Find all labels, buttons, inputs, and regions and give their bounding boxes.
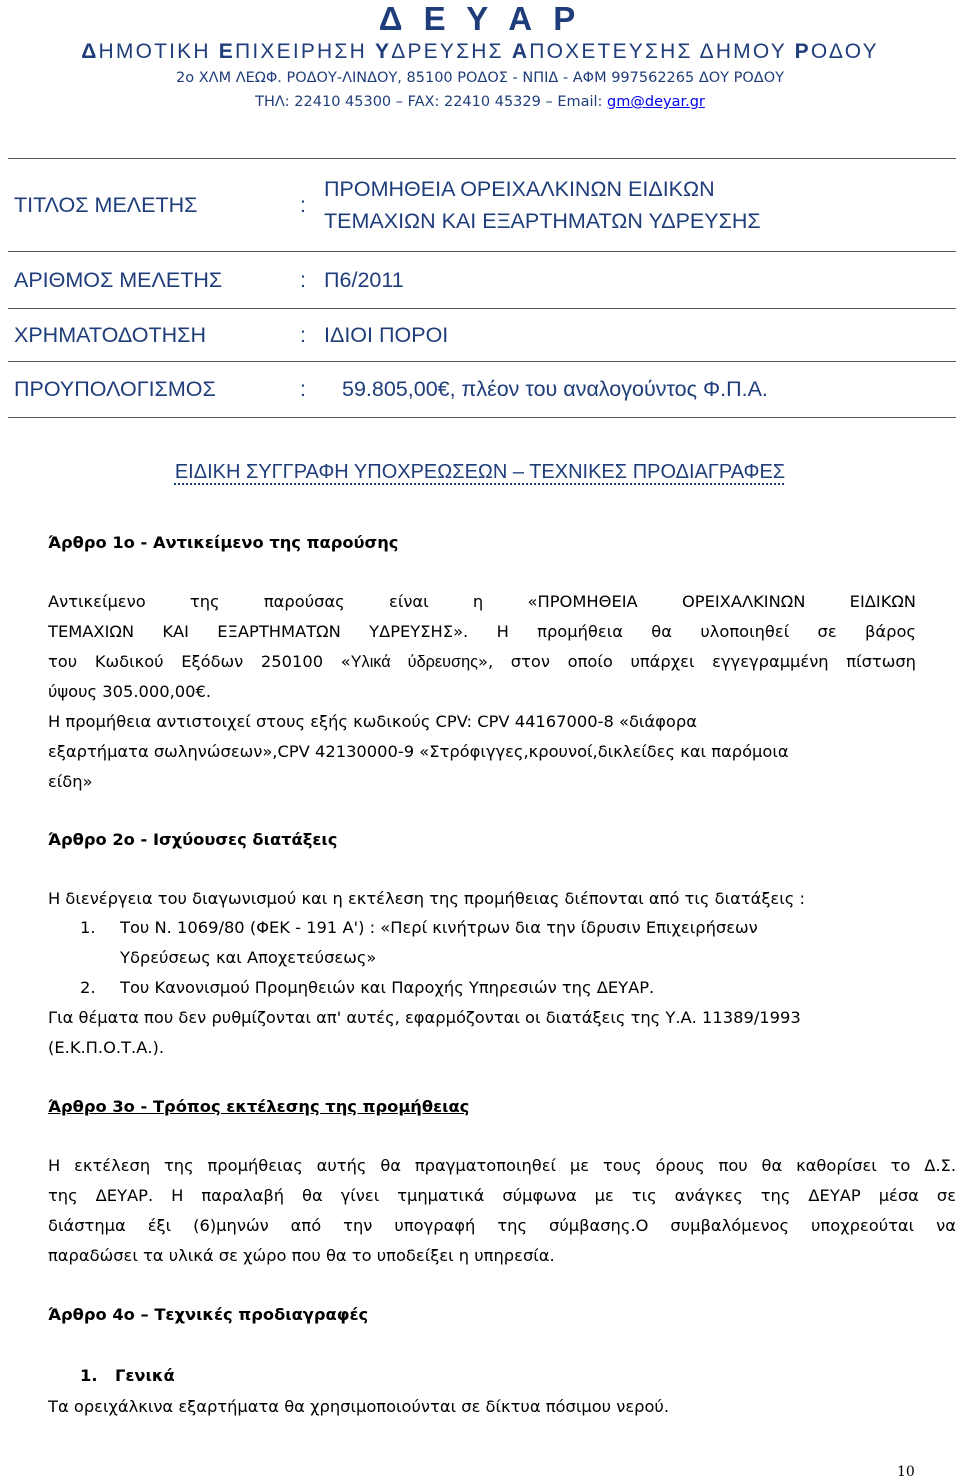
org-word-rest: ΠΟΧΕΤΕΥΣΗΣ [529,40,700,63]
colon: : [292,309,314,362]
colon: : [292,252,314,309]
table-row [8,362,956,418]
article-1-line: είδη» [48,772,93,791]
study-title-value: ΠΡΟΜΗΘΕΙΑ ΟΡΕΙΧΑΛΚΙΝΩΝ ΕΙΔΙΚΩΝ ΤΕΜΑΧΙΩΝ ΚΑΙ ΕΞΑΡΤΗΜΑΤΩΝ ΥΔΡΕΥΣΗΣ [314,159,956,252]
org-initial: Δ [81,40,99,63]
subsection-title: Γενικά [115,1366,175,1385]
article-2-outro: (Ε.Κ.Π.Ο.Τ.Α.). [48,1038,165,1057]
funding-label: ΧΡΗΜΑΤΟΔΟΤΗΣΗ [8,309,292,362]
budget-value: 59.805,00€, πλέον του αναλογούντος Φ.Π.Α. [314,362,956,418]
article-3-line: διάστημα έξι (6)μηνών από την υπογραφή της σύμβασης.Ο συμβαλόμενος υποχρεούται να [48,1216,956,1235]
org-initial: Α [511,40,530,63]
org-word-rest: ΠΙΧΕΙΡΗΣΗ [235,40,376,63]
study-number-label: ΑΡΙΘΜΟΣ ΜΕΛΕΤΗΣ [8,252,292,309]
organization-title: Δ Ε Υ Α Ρ [378,0,582,37]
funding-value: ΙΔΙΟΙ ΠΟΡΟΙ [314,309,956,362]
article-1-line: του Κωδικού Εξόδων 250100 «Υλικά ύδρευσης», στον οποίο υπάρχει εγγεγραμμένη πίστωση [48,652,916,671]
article-1-line: Η προμήθεια αντιστοιχεί στους εξής κωδικούς CPV: CPV 44167000-8 «διάφορα [48,712,697,731]
study-info-table [8,158,956,418]
org-word-rest: ΟΔΟΥ [810,40,879,63]
article-1-heading: Άρθρο 1ο - Αντικείμενο της παρούσης [48,533,399,552]
org-initial: Υ [375,40,392,63]
colon: : [292,362,314,418]
article-1-line: ΤΕΜΑΧΙΩΝ ΚΑΙ ΕΞΑΡΤΗΜΑΤΩΝ ΥΔΡΕΥΣΗΣ». Η προμήθεια θα υλοποιηθεί σε βάρος [48,622,916,641]
article-4-text: Τα ορειχάλκινα εξαρτήματα θα χρησιμοποιούνται σε δίκτυα πόσιμου νερού. [48,1397,670,1416]
list-number: 2. [80,978,96,997]
list-item [0,973,960,1003]
article-1-line: εξαρτήματα σωληνώσεων»,CPV 42130000-9 «Στρόφιγγες,κρουνοί,δικλείδες και παρόμοια [48,742,789,761]
org-initial: Ρ [794,40,811,63]
org-initial: Ε [218,40,235,63]
org-word-rest: ΔΗΜΟΥ [699,40,795,63]
colon: : [292,159,314,252]
list-text: Του Ν. 1069/80 (ΦΕΚ - 191 Α') : «Περί κινήτρων δια την ίδρυσιν Επιχειρήσεων [120,918,758,937]
article-2-intro: Η διενέργεια του διαγωνισμού και η εκτέλεση της προμήθειας διέπονται από τις διατάξεις : [48,889,805,908]
organization-address: 2ο ΧΛΜ ΛΕΩΦ. ΡΟΔΟΥ-ΛΙΝΔΟΥ, 85100 ΡΟΔΟΣ - ΝΠΙΔ - ΑΦΜ 997562265 ΔΟΥ ΡΟΔΟΥ [176,70,784,86]
article-3-line: Η εκτέλεση της προμήθειας αυτής θα πραγματοποιηθεί με τους όρους που θα καθορίσει το Δ.Σ. [48,1156,956,1175]
article-3-line: παραδώσει τα υλικά σε χώρο που θα το υποδείξει η υπηρεσία. [48,1246,555,1265]
article-4-heading: Άρθρο 4ο – Τεχνικές προδιαγραφές [48,1305,369,1324]
organization-contact [0,94,960,110]
table-row [8,252,956,309]
study-title-label: ΤΙΤΛΟΣ ΜΕΛΕΤΗΣ [8,159,292,252]
organization-full-name [0,40,960,64]
email-link[interactable]: gm@deyar.gr [607,94,705,110]
article-2-heading: Άρθρο 2ο - Ισχύουσες διατάξεις [48,830,338,849]
article-3-line: της ΔΕΥΑΡ. Η παραλαβή θα γίνει τμηματικά σύμφωνα με τις ανάγκες της ΔΕΥΑΡ μέσα σε [48,1186,956,1205]
budget-label: ΠΡΟΥΠΟΛΟΓΙΣΜΟΣ [8,362,292,418]
org-word-rest: ΔΡΕΥΣΗΣ [391,40,512,63]
contact-text: ΤΗΛ: 22410 45300 – FAX: 22410 45329 – Email: [255,94,608,110]
subsection-number: 1. [80,1366,98,1385]
list-text: Του Κανονισμού Προμηθειών και Παροχής Υπηρεσιών της ΔΕΥΑΡ. [120,978,655,997]
org-word-rest: ΗΜΟΤΙΚΗ [98,40,219,63]
article-2-outro: Για θέματα που δεν ρυθμίζονται απ' αυτές, εφαρμόζονται οι διατάξεις της Υ.Α. 11389/1993 [48,1008,801,1027]
list-text: Υδρεύσεως και Αποχετεύσεως» [120,948,377,967]
article-1-line: Αντικείμενο της παρούσας είναι η «ΠΡΟΜΗΘΕΙΑ ΟΡΕΙΧΑΛΚΙΝΩΝ ΕΙΔΙΚΩΝ [48,592,916,611]
article-1-line: ύψους 305.000,00€. [48,682,212,701]
section-title: ΕΙΔΙΚΗ ΣΥΓΓΡΑΦΗ ΥΠΟΧΡΕΩΣΕΩΝ – ΤΕΧΝΙΚΕΣ ΠΡΟΔΙΑΓΡΑΦΕΣ [174,461,786,483]
table-row [8,159,956,252]
article-3-heading: Άρθρο 3ο - Τρόπος εκτέλεσης της προμήθειας [48,1097,470,1116]
table-row [8,309,956,362]
page-number: 10 [897,1464,915,1480]
list-number: 1. [80,918,96,937]
study-number-value: Π6/2011 [314,252,956,309]
